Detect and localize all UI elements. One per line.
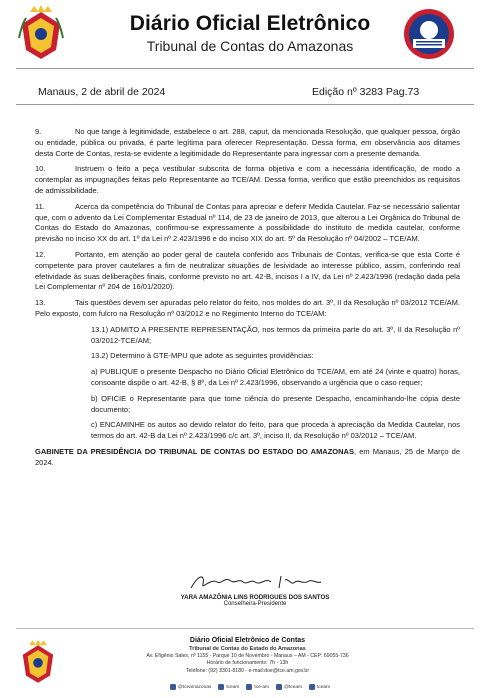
instagram-icon (170, 684, 176, 690)
footer-title: Diário Oficial Eletrônico de Contas (189, 637, 306, 644)
paragraph-9: 9. No que tange à legitimidade, estabelece o art. 288, caput, da mencionada Resolução, que qualquer pessoa, órgão ou entidade, pública ou privada, é parte legítima para oferecer Representação. Dessa forma, em observância aos ditames desta Corte de Contas, resta-se evidente a legitimidade do Representante para ingressar com a presente demanda. (35, 127, 460, 158)
signer-name: YARA AMAZÔNIA LINS RODRIGUES DOS SANTOS (180, 594, 330, 601)
signer-role: Conselheira-Presidente (223, 601, 287, 607)
closing-statement: GABINETE DA PRESIDÊNCIA DO TRIBUNAL DE CONTAS DO ESTADO DO AMAZONAS, em Manaus, 25 de Março de 2024. (35, 446, 461, 467)
twitter-icon (276, 684, 282, 690)
paragraph-13: 13. Tais questões devem ser apuradas pelo relator do feito, nos moldes do art. 3º, II da Resolução nº 03/2012 TCE/AM. Pelo exposto, com fulcro na Resolução nº 03/2012 e no Regimento Interno do TCE/AM: (35, 298, 460, 318)
edition-number: Edição nº 3283 Pag.73 (312, 86, 420, 98)
paragraph-11: 11. Acerca da competência do Tribunal de Contas para apreciar e deferir Medida Cautelar. Faz-se necessário salientar que, com o advento da Lei Complementar Estadual nº 114, de 23 de janeiro de 2013, que alterou a Lei Orgânica do Tribunal de Contas do Estado do Amazonas, confirmou-se expressamente a possibilidade do instituto de medida cautelar, conforme previsão no inciso XX do art. 1º da Lei nº 2.423/1996 e do inciso XIX do art. 5º da Resolução nº 04/2002 – TCE/AM. (35, 201, 460, 244)
social-link-linkedin[interactable]: tce-am (246, 684, 269, 690)
header-divider (16, 68, 474, 69)
footer-divider (16, 628, 474, 629)
social-links (110, 684, 390, 690)
social-link-instagram[interactable]: @tceamazonas (170, 684, 211, 690)
publication-title: Diário Oficial Eletrônico (129, 12, 371, 35)
facebook-icon (218, 684, 224, 690)
paragraph-12: 12. Portanto, em atenção ao poder geral de cautela conferido aos Tribunais de Contas, verifica-se que esta Corte é competente para prover cautelares a fim de neutralizar situações de lesividade ao interesse público, assim, conferindo real efetividade às suas deliberações finais, conforme previsto no art. 42-B, incisos I a IV, da Lei nº 2.423/1996 (redação dada pela Lei Complementar nº 204 de 16/01/2020). (35, 249, 460, 292)
item-c: c) ENCAMINHE os autos ao devido relator do feito, para que proceda à apreciação da Medida Cautelar, nos termos do art. 42-B da Lei nº 2.423/1996 c/c art. 3º, inciso II, da Resolução nº 03/2012 – TCE/AM. (91, 420, 460, 441)
youtube-icon (309, 684, 315, 690)
footer-hours: Horário de funcionamento: 7h - 13h (206, 660, 289, 667)
footer-address: Av. Efigênio Sales, nº 1155 - Parque 10 de Novembro - Manaus – AM - CEP: 69055-736 (146, 653, 349, 660)
item-a: a) PUBLIQUE o presente Despacho no Diário Oficial Eletrônico do TCE/AM, em até 24 (vinte e quatro) horas, consoante dispõe o art. 42-B, § 8º, da Lei nº 2.423/1996, observando a urgência que o caso requer; (91, 367, 460, 387)
institutional-seal-icon (403, 8, 455, 60)
document-body (35, 127, 460, 474)
footer-info (120, 636, 375, 675)
linkedin-icon (246, 684, 252, 690)
tce-am-coat-of-arms-icon (16, 4, 66, 62)
social-link-twitter[interactable]: @tceam (276, 684, 302, 690)
publication-subtitle: Tribunal de Contas do Amazonas (146, 38, 354, 54)
social-link-facebook[interactable]: tceam (218, 684, 239, 690)
signature-block (150, 570, 360, 607)
footer-coat-of-arms-icon (18, 638, 58, 686)
item-b: b) OFICIE o Representante para que tome ciência do presente Despacho, encaminhando-lhe cópia deste documento; (91, 393, 460, 414)
header (0, 0, 492, 66)
item-13-1: 13.1) ADMITO A PRESENTE REPRESENTAÇÃO, nos termos da primeira parte do art. 3º, II da Resolução nº 03/2012-TCE/AM; (91, 324, 460, 345)
footer-subtitle: Tribunal de Contas do Estado do Amazonas (189, 646, 306, 652)
footer-contact: Telefone: (92) 3301-8180 - e-mail:doe@tce.am.gov.br (185, 667, 310, 674)
paragraph-10: 10. Instruem o feito a peça vestibular subscrita de forma objetiva e com a necessária identificação, de modo a contemplar as impugnações feitas pelo Representante ao TCE/AM. Dessa forma, verifico que estão preenchidos os requisitos de admissibilidade. (35, 164, 460, 195)
item-13-2: 13.2) Determino à GTE-MPU que adote as seguintes providências: (91, 351, 314, 361)
publication-date: Manaus, 2 de abril de 2024 (38, 86, 166, 98)
handwritten-signature (185, 570, 325, 594)
social-link-youtube[interactable]: tceam (309, 684, 330, 690)
dateline-divider (16, 104, 474, 105)
